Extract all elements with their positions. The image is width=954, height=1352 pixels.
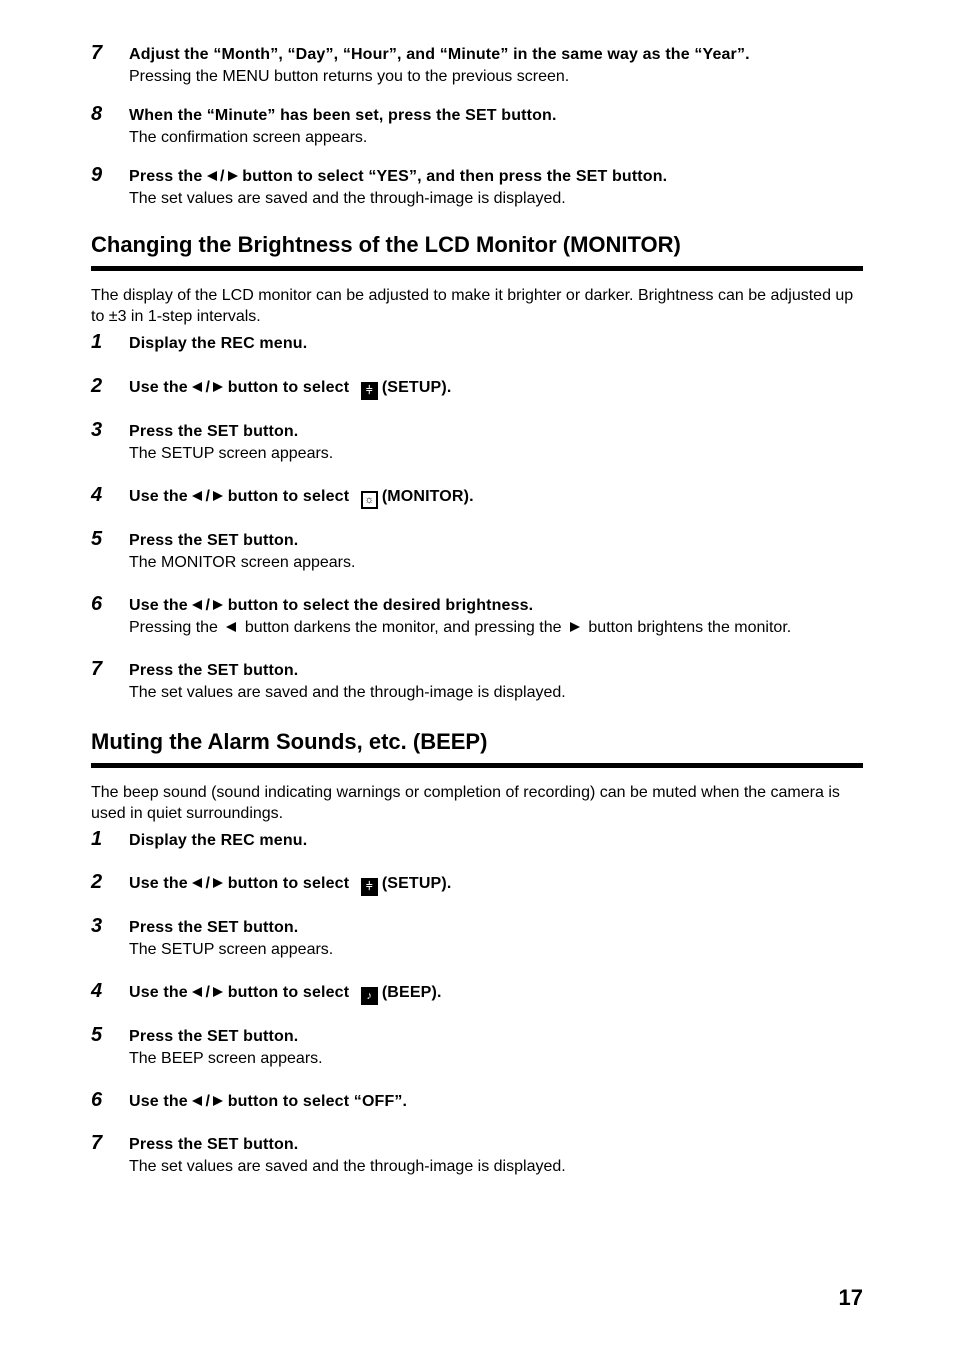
step-number: 8	[91, 103, 103, 125]
title-text: button to select	[227, 379, 350, 396]
monitor-step-1	[91, 333, 863, 355]
step-title	[129, 873, 863, 896]
title-text: (MONITOR).	[381, 488, 474, 505]
title-text: Use the	[129, 379, 188, 396]
setup-icon: ⫩	[361, 878, 378, 896]
step-number: 1	[91, 828, 103, 850]
left-arrow-icon	[192, 878, 202, 888]
beep-step-5	[91, 1026, 863, 1070]
step-title	[129, 377, 863, 400]
step-number: 4	[91, 980, 103, 1002]
step-title: Display the REC menu.	[129, 335, 308, 352]
step-title: Press the SET button.	[129, 1136, 299, 1153]
beep-step-4	[91, 982, 863, 1005]
desc-text: button darkens the monitor, and pressing the	[244, 619, 562, 636]
monitor-icon: ☼	[361, 491, 378, 509]
separator: /	[205, 875, 211, 892]
separator: /	[220, 168, 225, 185]
step-number: 6	[91, 1089, 103, 1111]
step-title	[129, 595, 863, 617]
step-9-confirm	[91, 166, 863, 210]
title-text: button to select “YES”, and then press the SET button.	[242, 168, 668, 185]
step-number: 7	[91, 42, 103, 64]
left-arrow-icon	[226, 622, 236, 632]
step-title: When the “Minute” has been set, press the SET button.	[129, 107, 557, 124]
step-title	[129, 486, 863, 509]
step-number: 4	[91, 484, 103, 506]
step-title	[129, 166, 863, 188]
title-text: Press the	[129, 168, 203, 185]
title-text: Use the	[129, 875, 188, 892]
separator: /	[205, 379, 211, 396]
right-arrow-icon	[213, 382, 223, 392]
title-text: Use the	[129, 984, 188, 1001]
step-number: 1	[91, 331, 103, 353]
step-title: Press the SET button.	[129, 532, 299, 549]
monitor-step-2	[91, 377, 863, 400]
beep-step-1	[91, 830, 863, 852]
step-number: 5	[91, 1024, 103, 1046]
beep-step-7	[91, 1134, 863, 1178]
separator: /	[205, 597, 211, 614]
step-title: Press the SET button.	[129, 1028, 299, 1045]
step-number: 6	[91, 593, 103, 615]
step-description	[129, 617, 863, 639]
step-number: 9	[91, 164, 103, 186]
step-title: Press the SET button.	[129, 423, 299, 440]
right-arrow-icon	[570, 622, 580, 632]
left-arrow-icon	[192, 987, 202, 997]
right-arrow-icon	[213, 491, 223, 501]
step-number: 2	[91, 871, 103, 893]
step-title: Adjust the “Month”, “Day”, “Hour”, and “Minute” in the same way as the “Year”.	[129, 46, 750, 63]
title-text: button to select	[227, 875, 350, 892]
right-arrow-icon	[228, 171, 238, 181]
left-arrow-icon	[192, 491, 202, 501]
step-description: The set values are saved and the through-image is displayed.	[129, 190, 566, 207]
monitor-step-3	[91, 421, 863, 465]
title-text: button to select the desired brightness.	[227, 597, 534, 614]
step-description: The set values are saved and the through-image is displayed.	[129, 684, 566, 701]
title-text: (BEEP).	[381, 984, 442, 1001]
title-text: Use the	[129, 1093, 188, 1110]
section-heading-monitor: Changing the Brightness of the LCD Monitor (MONITOR)	[91, 231, 863, 271]
step-description: The SETUP screen appears.	[129, 445, 334, 462]
separator: /	[205, 1093, 211, 1110]
title-text: button to select	[227, 488, 350, 505]
step-description: The BEEP screen appears.	[129, 1050, 323, 1067]
step-description: The confirmation screen appears.	[129, 129, 368, 146]
title-text: button to select	[227, 984, 350, 1001]
desc-text: Pressing the	[129, 619, 218, 636]
beep-step-2	[91, 873, 863, 896]
step-description: The MONITOR screen appears.	[129, 554, 356, 571]
step-number: 7	[91, 658, 103, 680]
step-title: Display the REC menu.	[129, 832, 308, 849]
title-text: (SETUP).	[381, 875, 452, 892]
title-text: Use the	[129, 488, 188, 505]
title-text: button to select “OFF”.	[227, 1093, 408, 1110]
beep-step-6	[91, 1091, 863, 1113]
section-intro: The beep sound (sound indicating warnings or completion of recording) can be muted when the camera is used in quiet surroundings.	[91, 784, 840, 822]
beep-step-3	[91, 917, 863, 961]
left-arrow-icon	[192, 382, 202, 392]
step-number: 3	[91, 915, 103, 937]
setup-icon: ⫩	[361, 382, 378, 400]
page-number: 17	[838, 1285, 863, 1310]
left-arrow-icon	[192, 1096, 202, 1106]
step-title: Press the SET button.	[129, 662, 299, 679]
page-content	[91, 44, 863, 1178]
title-text: Use the	[129, 597, 188, 614]
step-8-minute	[91, 105, 863, 149]
section-intro: The display of the LCD monitor can be adjusted to make it brighter or darker. Brightness can be adjusted up to ±3 in 1-step intervals.	[91, 287, 854, 325]
separator: /	[205, 984, 211, 1001]
step-description: The set values are saved and the through-image is displayed.	[129, 1158, 566, 1175]
left-arrow-icon	[207, 171, 217, 181]
step-7-adjust	[91, 44, 863, 88]
step-number: 2	[91, 375, 103, 397]
separator: /	[205, 488, 211, 505]
step-title	[129, 1091, 863, 1113]
monitor-step-4	[91, 486, 863, 509]
monitor-step-7	[91, 660, 863, 704]
step-number: 3	[91, 419, 103, 441]
step-number: 5	[91, 528, 103, 550]
step-number: 7	[91, 1132, 103, 1154]
desc-text: button brightens the monitor.	[588, 619, 792, 636]
right-arrow-icon	[213, 600, 223, 610]
right-arrow-icon	[213, 987, 223, 997]
beep-icon: ♪	[361, 987, 378, 1005]
step-title: Press the SET button.	[129, 919, 299, 936]
monitor-step-5	[91, 530, 863, 574]
title-text: (SETUP).	[381, 379, 452, 396]
right-arrow-icon	[213, 1096, 223, 1106]
right-arrow-icon	[213, 878, 223, 888]
section-heading-beep: Muting the Alarm Sounds, etc. (BEEP)	[91, 728, 863, 768]
left-arrow-icon	[192, 600, 202, 610]
step-description: The SETUP screen appears.	[129, 941, 334, 958]
step-description: Pressing the MENU button returns you to the previous screen.	[129, 68, 570, 85]
step-title	[129, 982, 863, 1005]
monitor-step-6	[91, 595, 863, 639]
